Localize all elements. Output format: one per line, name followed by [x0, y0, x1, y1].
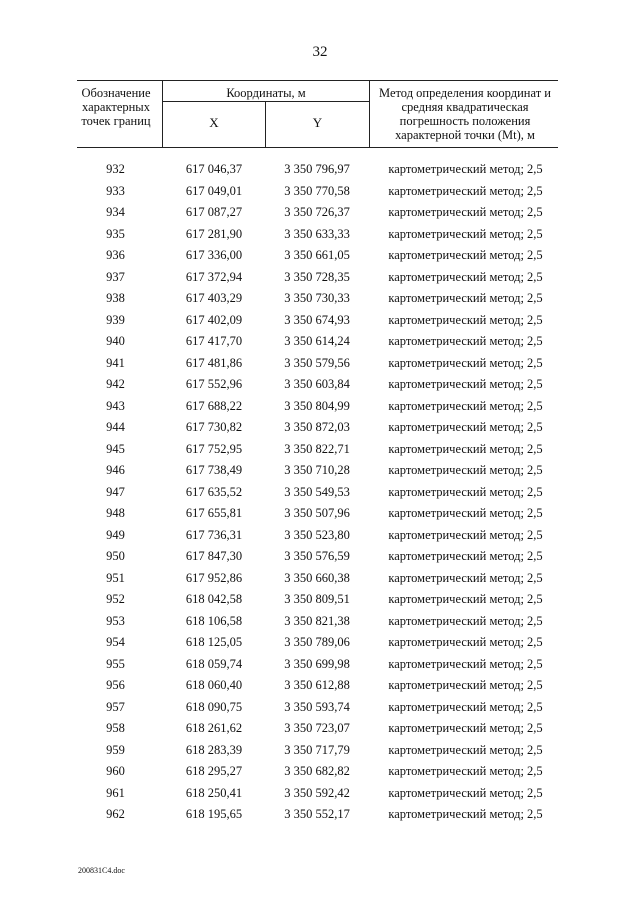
- coordinate-y: 3 350 796,97: [284, 162, 350, 176]
- coordinate-x: 617 046,37: [185, 162, 243, 176]
- table-row: [77, 569, 558, 591]
- coordinates-table: [77, 160, 558, 827]
- coordinate-y: 3 350 726,37: [284, 205, 350, 219]
- coordinate-x: 617 552,96: [185, 377, 243, 391]
- point-number: 945: [106, 441, 125, 456]
- method-cell: картометрический метод; 2,5: [388, 291, 543, 305]
- method-cell: картометрический метод; 2,5: [388, 441, 543, 456]
- table-row: [77, 289, 558, 311]
- point-number: 939: [106, 312, 125, 327]
- coordinate-x: 617 417,70: [185, 334, 243, 348]
- table-row: [77, 246, 558, 268]
- point-number: 943: [106, 398, 125, 413]
- coordinate-x: 617 281,90: [185, 226, 243, 241]
- method-cell: картометрический метод; 2,5: [388, 269, 543, 284]
- method-cell: картометрический метод; 2,5: [388, 527, 543, 542]
- coordinate-x: 617 847,30: [185, 549, 243, 563]
- method-cell: картометрический метод; 2,5: [388, 807, 543, 821]
- header-divider-2: [369, 80, 370, 147]
- table-row: [77, 182, 558, 204]
- point-number: 937: [106, 269, 125, 284]
- method-cell: картометрический метод; 2,5: [388, 570, 543, 585]
- method-cell: картометрический метод; 2,5: [388, 721, 543, 735]
- point-number: 936: [106, 248, 125, 262]
- coordinate-y: 3 350 710,28: [284, 463, 350, 477]
- footer-filename: 200831C4.doc: [78, 866, 125, 875]
- method-cell: картометрический метод; 2,5: [388, 656, 543, 671]
- coordinate-x: 617 402,09: [185, 312, 243, 327]
- coordinate-y: 3 350 592,42: [284, 785, 350, 800]
- coordinate-y: 3 350 614,24: [284, 334, 350, 348]
- header-y: Y: [312, 115, 323, 130]
- table-row: [77, 225, 558, 247]
- point-number: 934: [106, 205, 125, 219]
- method-cell: картометрический метод; 2,5: [388, 312, 543, 327]
- method-cell: картометрический метод; 2,5: [388, 635, 543, 649]
- coordinate-y: 3 350 633,33: [284, 226, 350, 241]
- method-cell: картометрический метод; 2,5: [388, 592, 543, 606]
- coordinate-x: 618 261,62: [185, 721, 243, 735]
- table-row: [77, 311, 558, 333]
- point-number: 941: [106, 355, 125, 370]
- coordinate-y: 3 350 821,38: [284, 613, 350, 628]
- coordinate-y: 3 350 674,93: [284, 312, 350, 327]
- table-row: [77, 719, 558, 741]
- coordinate-y: 3 350 552,17: [284, 807, 350, 821]
- table-row: [77, 655, 558, 677]
- table-row: [77, 612, 558, 634]
- coordinate-y: 3 350 717,79: [284, 742, 350, 757]
- method-cell: картометрический метод; 2,5: [388, 226, 543, 241]
- method-cell: картометрический метод; 2,5: [388, 699, 543, 714]
- coordinate-y: 3 350 723,07: [284, 721, 350, 735]
- coordinate-y: 3 350 789,06: [284, 635, 350, 649]
- method-cell: картометрический метод; 2,5: [388, 463, 543, 477]
- table-row: [77, 633, 558, 655]
- method-cell: картометрический метод; 2,5: [388, 506, 543, 520]
- point-number: 950: [106, 549, 125, 563]
- point-number: 958: [106, 721, 125, 735]
- method-cell: картометрический метод; 2,5: [388, 183, 543, 198]
- table-row: [77, 741, 558, 763]
- table-row: [77, 354, 558, 376]
- coordinate-y: 3 350 603,84: [284, 377, 350, 391]
- coordinate-y: 3 350 507,96: [284, 506, 350, 520]
- coordinate-x: 617 736,31: [185, 527, 243, 542]
- method-cell: картометрический метод; 2,5: [388, 678, 543, 692]
- table-row: [77, 698, 558, 720]
- method-cell: картометрический метод; 2,5: [388, 377, 543, 391]
- coordinate-y: 3 350 699,98: [284, 656, 350, 671]
- point-number: 954: [106, 635, 125, 649]
- table-row: [77, 590, 558, 612]
- point-number: 948: [106, 506, 125, 520]
- coordinate-y: 3 350 809,51: [284, 592, 350, 606]
- coordinate-y: 3 350 612,88: [284, 678, 350, 692]
- method-cell: картометрический метод; 2,5: [388, 248, 543, 262]
- coordinate-x: 617 738,49: [185, 463, 243, 477]
- method-cell: картометрический метод; 2,5: [388, 613, 543, 628]
- point-number: 944: [106, 420, 125, 434]
- table-row: [77, 375, 558, 397]
- table-row: [77, 805, 558, 827]
- table-row: [77, 504, 558, 526]
- method-cell: картометрический метод; 2,5: [388, 162, 543, 176]
- coordinate-y: 3 350 682,82: [284, 764, 350, 778]
- table-row: [77, 268, 558, 290]
- coordinate-x: 618 195,65: [185, 807, 243, 821]
- coordinate-x: 617 752,95: [185, 441, 243, 456]
- table-row: [77, 784, 558, 806]
- coordinate-y: 3 350 804,99: [284, 398, 350, 413]
- coordinate-y: 3 350 730,33: [284, 291, 350, 305]
- coordinate-x: 617 635,52: [185, 484, 243, 499]
- method-cell: картометрический метод; 2,5: [388, 205, 543, 219]
- coordinate-x: 617 372,94: [185, 269, 243, 284]
- point-number: 959: [106, 742, 125, 757]
- header-point-label: Обозначение характерных точек границ: [81, 86, 151, 128]
- table-row: [77, 418, 558, 440]
- header-top-rule: [77, 80, 558, 81]
- method-cell: картометрический метод; 2,5: [388, 398, 543, 413]
- point-number: 947: [106, 484, 125, 499]
- table-row: [77, 461, 558, 483]
- point-number: 951: [106, 570, 125, 585]
- coordinate-x: 618 283,39: [185, 742, 243, 757]
- table-row: [77, 483, 558, 505]
- coordinate-y: 3 350 770,58: [284, 183, 350, 198]
- coordinate-x: 617 049,01: [185, 183, 243, 198]
- coordinate-y: 3 350 576,59: [284, 549, 350, 563]
- table-row: [77, 397, 558, 419]
- coordinate-y: 3 350 728,35: [284, 269, 350, 284]
- coordinate-x: 618 059,74: [185, 656, 243, 671]
- coordinate-x: 617 087,27: [185, 205, 243, 219]
- coordinate-x: 617 730,82: [185, 420, 243, 434]
- coordinate-x: 618 125,05: [185, 635, 243, 649]
- point-number: 956: [106, 678, 125, 692]
- coordinate-x: 617 655,81: [185, 506, 243, 520]
- table-row: [77, 332, 558, 354]
- table-row: [77, 676, 558, 698]
- method-cell: картометрический метод; 2,5: [388, 484, 543, 499]
- point-number: 935: [106, 226, 125, 241]
- coordinate-y: 3 350 872,03: [284, 420, 350, 434]
- table-row: [77, 762, 558, 784]
- point-number: 955: [106, 656, 125, 671]
- point-number: 940: [106, 334, 125, 348]
- coordinate-y: 3 350 549,53: [284, 484, 350, 499]
- coordinate-x: 617 336,00: [185, 248, 243, 262]
- method-cell: картометрический метод; 2,5: [388, 764, 543, 778]
- coordinate-x: 618 060,40: [185, 678, 243, 692]
- method-cell: картометрический метод; 2,5: [388, 334, 543, 348]
- header-x: X: [209, 115, 219, 130]
- point-number: 957: [106, 699, 125, 714]
- point-number: 960: [106, 764, 125, 778]
- header-bottom-rule: [77, 147, 558, 148]
- coordinate-x: 618 090,75: [185, 699, 243, 714]
- table-row: [77, 160, 558, 182]
- method-cell: картометрический метод; 2,5: [388, 549, 543, 563]
- coordinate-y: 3 350 593,74: [284, 699, 350, 714]
- point-number: 932: [106, 162, 125, 176]
- coordinate-x: 618 042,58: [185, 592, 243, 606]
- coordinate-x: 617 688,22: [185, 398, 243, 413]
- table-row: [77, 203, 558, 225]
- coordinate-y: 3 350 579,56: [284, 355, 350, 370]
- method-cell: картометрический метод; 2,5: [388, 742, 543, 757]
- point-number: 953: [106, 613, 125, 628]
- coordinate-x: 618 106,58: [185, 613, 243, 628]
- point-number: 952: [106, 592, 125, 606]
- header-coordinates-group: Координаты, м: [226, 86, 306, 100]
- coordinate-x: 617 952,86: [185, 570, 243, 585]
- point-number: 946: [106, 463, 125, 477]
- method-cell: картометрический метод; 2,5: [388, 785, 543, 800]
- point-number: 942: [106, 377, 125, 391]
- method-cell: картометрический метод; 2,5: [388, 355, 543, 370]
- table-row: [77, 440, 558, 462]
- point-number: 949: [106, 527, 125, 542]
- method-cell: картометрический метод; 2,5: [388, 420, 543, 434]
- coordinate-y: 3 350 660,38: [284, 570, 350, 585]
- page-number: 32: [312, 44, 328, 60]
- point-number: 933: [106, 183, 125, 198]
- coordinate-y: 3 350 822,71: [284, 441, 350, 456]
- coordinate-x: 618 295,27: [185, 764, 243, 778]
- coordinate-x: 617 403,29: [185, 291, 243, 305]
- point-number: 961: [106, 785, 125, 800]
- coordinate-x: 617 481,86: [185, 355, 243, 370]
- coordinate-y: 3 350 661,05: [284, 248, 350, 262]
- header-coordinates-rule: [163, 101, 369, 102]
- coordinate-y: 3 350 523,80: [284, 527, 350, 542]
- point-number: 938: [106, 291, 125, 305]
- header-method: Метод определения координат и средняя квадратическая погрешность положения характерной точки (Mt), м: [379, 86, 551, 142]
- table-row: [77, 547, 558, 569]
- table-row: [77, 526, 558, 548]
- point-number: 962: [106, 807, 125, 821]
- coordinate-x: 618 250,41: [185, 785, 243, 800]
